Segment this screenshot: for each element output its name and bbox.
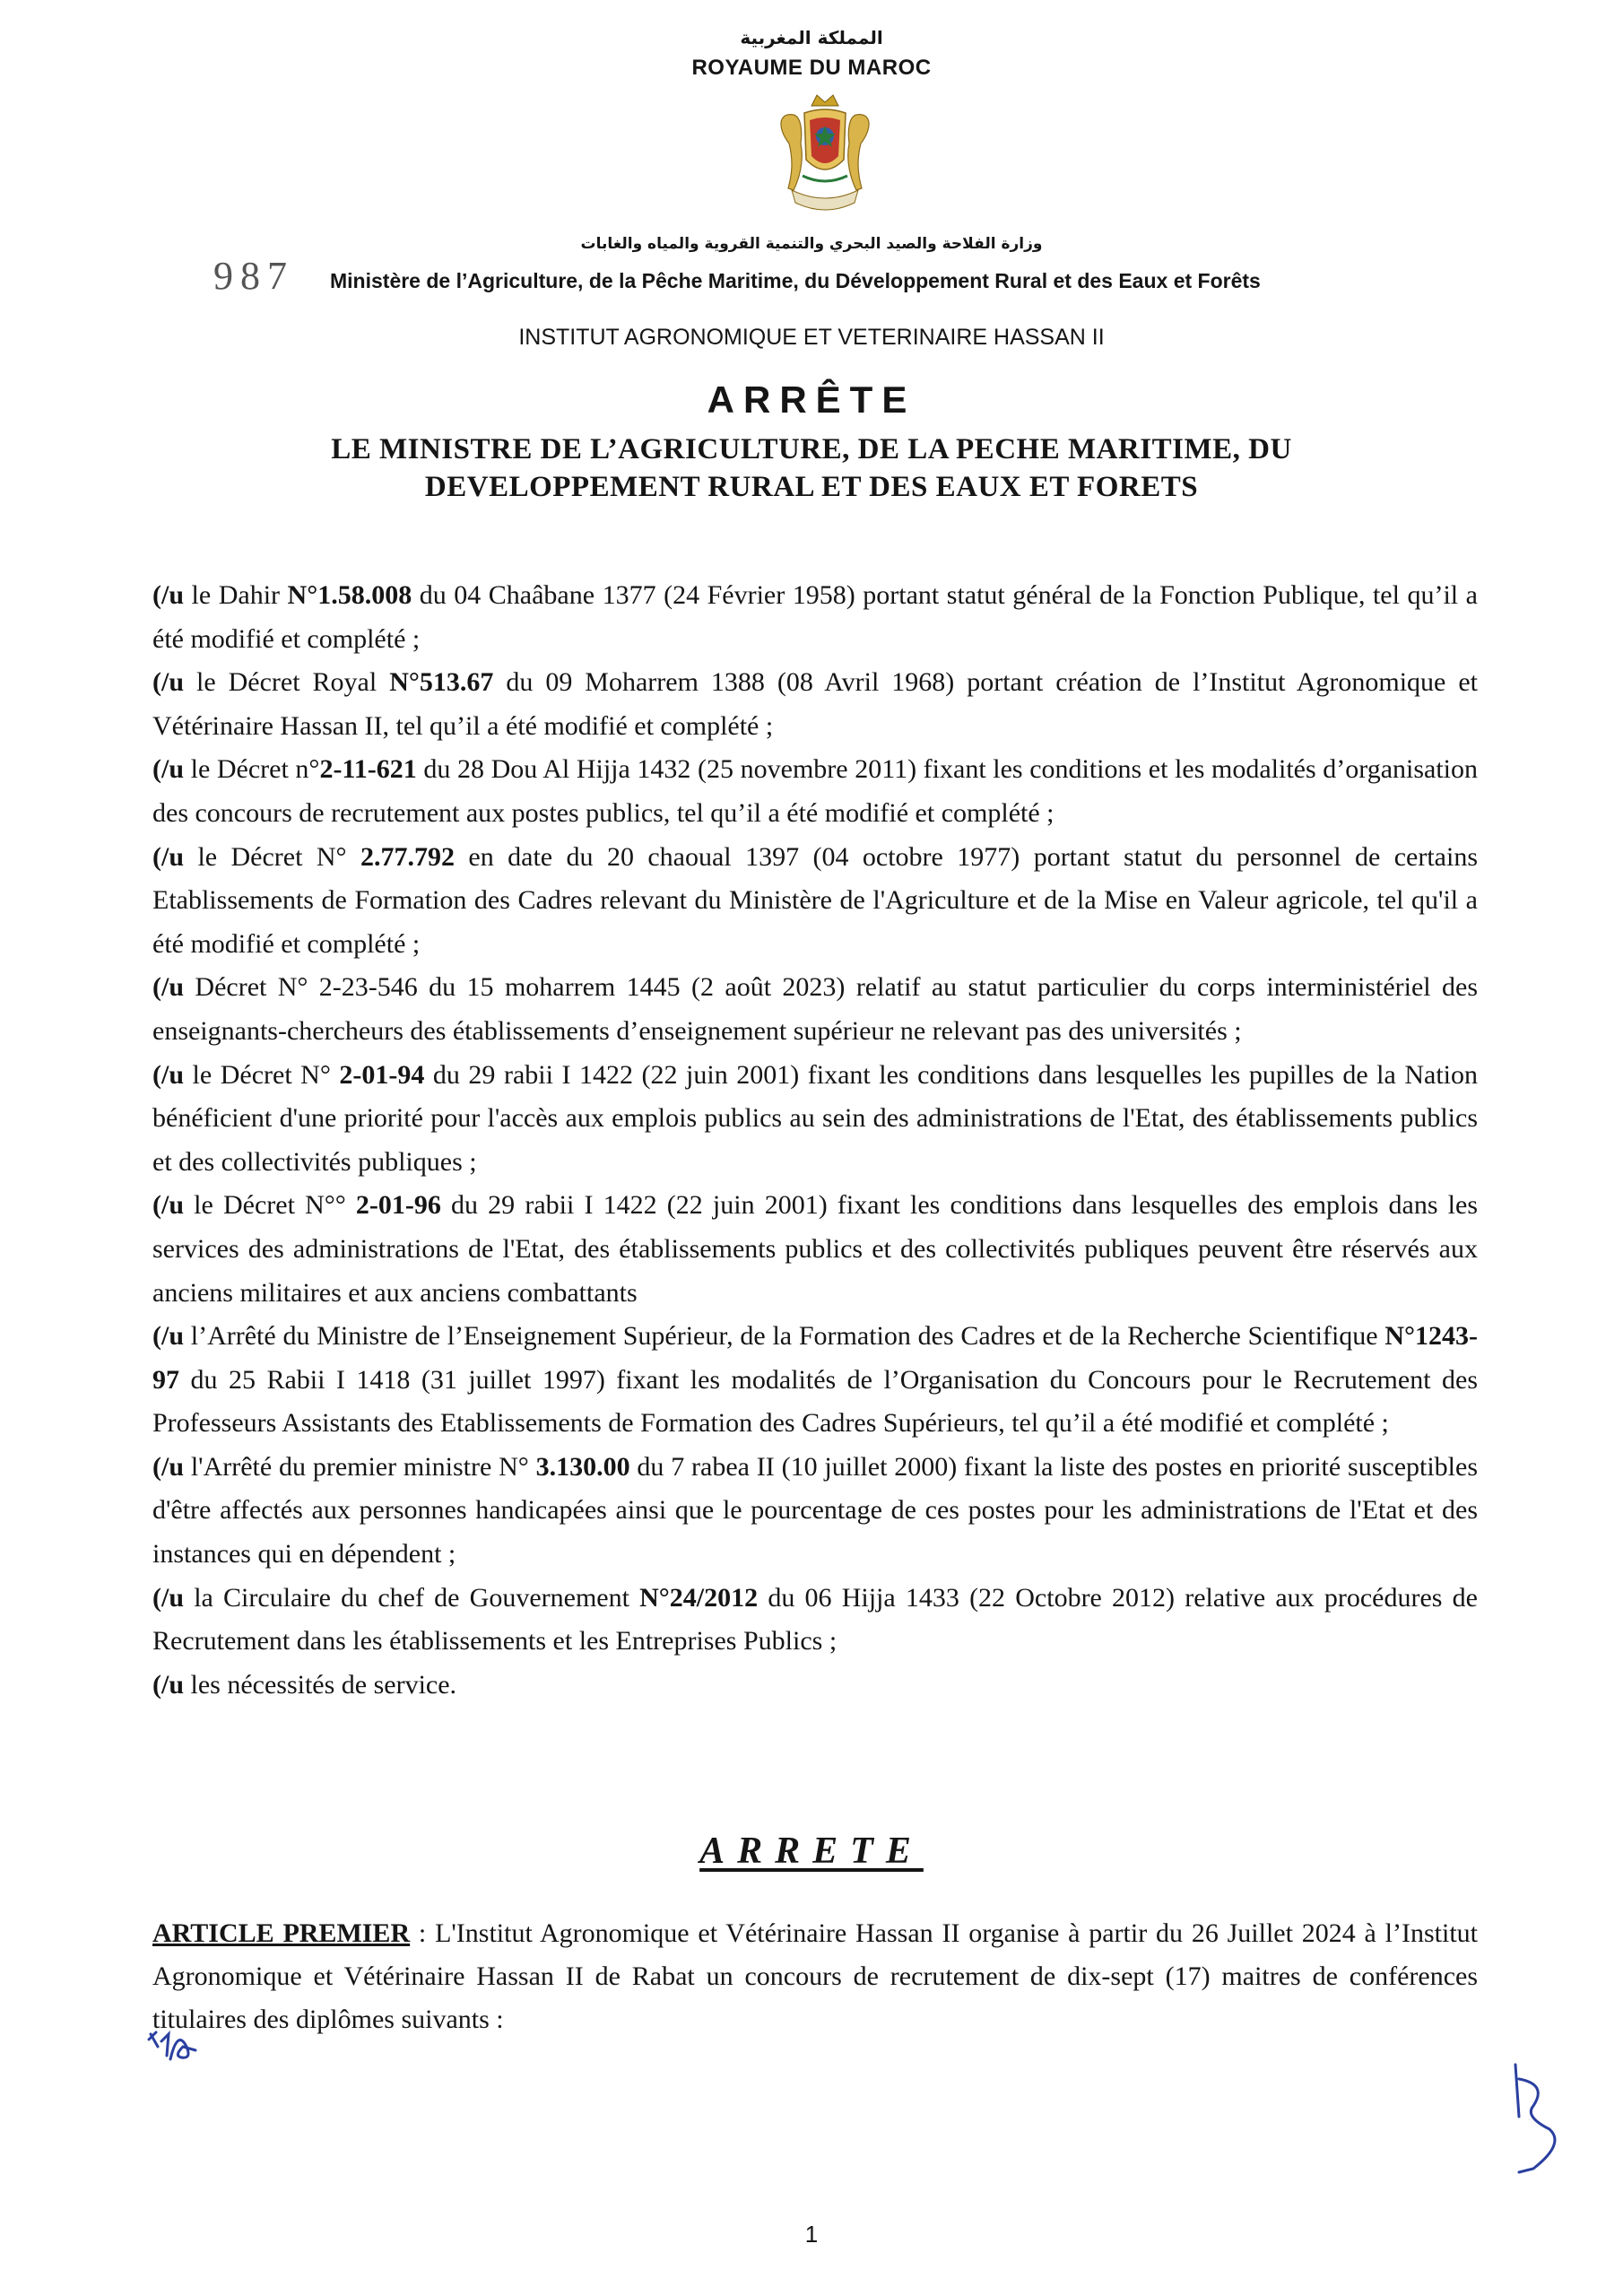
ministry-title: Ministère de l’Agriculture, de la Pêche Maritime, du Développement Rural et des Eaux et Forêts: [330, 269, 1261, 292]
visa-paragraph: (/u la Circulaire du chef de Gouvernement N°24/2012 du 06 Hijja 1433 (22 Octobre 2012) relative aux procédures de Recrutement dans les établissements et les Entreprises Publics ;: [152, 1582, 1478, 1657]
visa-paragraph: (/u le Décret N° 2-01-94 du 29 rabii I 1422 (22 juin 2001) fixant les conditions dans lesquelles les pupilles de la Nation bénéficient d'une priorité pour l'accès aux emplois publics au sein des administrations de l'Etat, des établissements publics et des collectivités publiques ;: [152, 1059, 1479, 1177]
visa-paragraph: (/u les nécessités de service.: [152, 1669, 457, 1700]
visa-paragraph: (/u le Décret N°° 2-01-96 du 29 rabii I 1422 (22 juin 2001) fixant les conditions dans lesquelles des emplois dans les services des administrations de l'Etat, des établissements publics et des collectivités publiques peuvent être réservés aux anciens militaires et aux anciens combattants: [152, 1190, 1478, 1308]
minister-title-line-2: DEVELOPPEMENT RURAL ET DES EAUX ET FORETS: [424, 471, 1199, 503]
article-text: : L'Institut Agronomique et Vétérinaire Hassan II organise à partir du 26 Juillet 2024 à l’Institut Agronomique et Vétérinaire Hassan II de Rabat un concours de recrutement de dix-sept (17) maitres de conférences titulaires des diplômes suivants :: [152, 1918, 1478, 2034]
visa-paragraph: (/u le Décret Royal N°513.67 du 09 Moharrem 1388 (08 Avril 1968) portant création de l’Institut Agronomique et Vétérinaire Hassan II, tel qu’il a été modifié et complété ;: [152, 667, 1478, 741]
visa-paragraph: (/u l'Arrêté du premier ministre N° 3.130.00 du 7 rabea II (10 juillet 2000) fixant la liste des postes en priorité susceptibles d'être affectés aux personnes handicapées ainsi que le pourcentage de ces postes pour les administrations de l'Etat et des instances qui en dépendent ;: [152, 1451, 1479, 1570]
arrete-section-title: ARRETE: [699, 1831, 924, 1872]
visa-paragraph: (/u l’Arrêté du Ministre de l’Enseignement Supérieur, de la Formation des Cadres et de la Recherche Scientifique N°1243-97 du 25 Rabii I 1418 (31 juillet 1997) fixant les modalités de l’Organisation du Concours pour le Recrutement des Professeurs Assistants des Etablissements de Formation des Cadres Supérieurs, tel qu’il a été modifié et complété ;: [152, 1321, 1478, 1439]
reference-number: 987: [213, 254, 294, 298]
handwritten-initials-icon: [142, 2020, 213, 2074]
minister-title-line-1: LE MINISTRE DE L’AGRICULTURE, DE LA PECHE MARITIME, DU: [331, 433, 1292, 465]
handwritten-signature-icon: [1497, 2054, 1569, 2179]
page-number: 1: [804, 2221, 819, 2248]
moroccan-coat-of-arms-icon: [758, 90, 892, 224]
visa-paragraph: (/u Décret N° 2-23-546 du 15 moharrem 1445 (2 août 2023) relatif au statut particulier du corps interministériel des enseignants-chercheurs des établissements d’enseignement supérieur ne relevant pas des universités ;: [152, 972, 1478, 1046]
kingdom-title: ROYAUME DU MAROC: [691, 56, 932, 80]
article-label: ARTICLE PREMIER: [152, 1918, 411, 1948]
arrete-heading: ARRÊTE: [707, 378, 916, 421]
article-premier: [152, 1912, 1478, 2041]
visa-paragraph: (/u le Décret N° 2.77.792 en date du 20 chaoual 1397 (04 octobre 1977) portant statut du personnel de certains Etablissements de Formation des Cadres relevant du Ministère de l'Agriculture et de la Mise en Valeur agricole, tel qu'il a été modifié et complété ;: [152, 841, 1479, 959]
institute-title: INSTITUT AGRONOMIQUE ET VETERINAIRE HASSAN II: [518, 325, 1105, 350]
visas-list: [152, 574, 1478, 1707]
arabic-ministry-title: وزارة الفلاحة والصيد البحري والتنمية القروية والمياه والغابات: [580, 235, 1043, 253]
arabic-kingdom-title: المملكة المغربية: [740, 27, 883, 48]
visa-paragraph: (/u le Dahir N°1.58.008 du 04 Chaâbane 1377 (24 Février 1958) portant statut général de la Fonction Publique, tel qu’il a été modifié et complété ;: [152, 580, 1478, 654]
visa-paragraph: (/u le Décret n°2-11-621 du 28 Dou Al Hijja 1432 (25 novembre 2011) fixant les conditions et les modalités d’organisation des concours de recrutement aux postes publics, tel qu’il a été modifié et complété ;: [152, 754, 1478, 828]
